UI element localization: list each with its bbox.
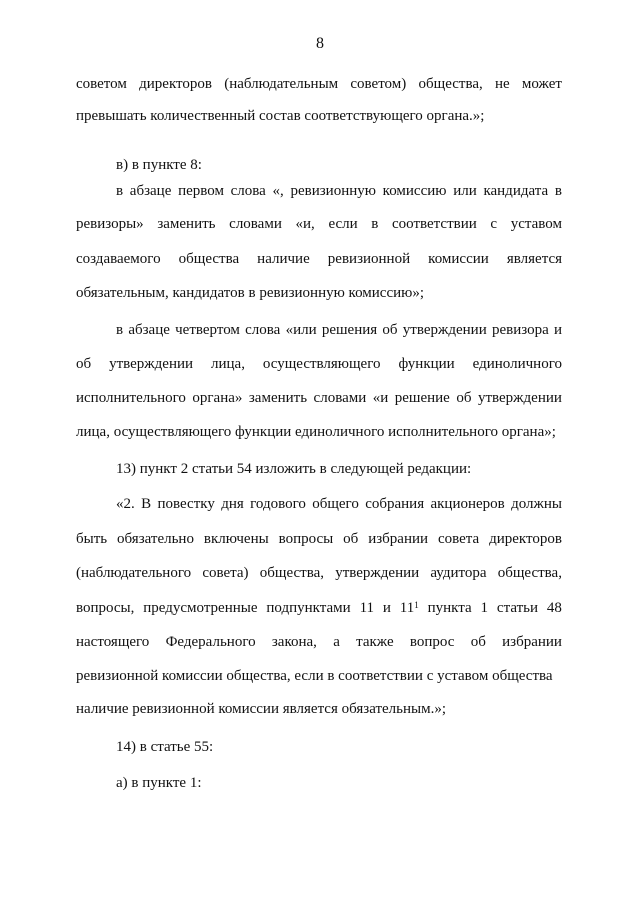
word: кандидата bbox=[483, 183, 549, 199]
word: абзаце bbox=[128, 322, 170, 338]
word: может bbox=[521, 76, 562, 92]
word: лица, bbox=[211, 356, 245, 372]
word: собрания bbox=[365, 496, 425, 512]
word: функции bbox=[398, 356, 455, 372]
word: избрании bbox=[502, 634, 562, 650]
word: годового bbox=[250, 496, 306, 512]
word: (наблюдательного bbox=[76, 565, 192, 581]
text-line bbox=[76, 529, 562, 549]
word: дня bbox=[221, 496, 244, 512]
word: создаваемого bbox=[76, 251, 161, 267]
word: в bbox=[554, 183, 562, 199]
word: в bbox=[116, 322, 124, 338]
word: комиссии bbox=[428, 251, 489, 267]
word: осуществляющего bbox=[262, 356, 381, 372]
word: утверждении bbox=[402, 322, 487, 338]
word: не bbox=[494, 76, 510, 92]
word: 48 bbox=[546, 600, 562, 616]
word: (наблюдательным bbox=[224, 76, 339, 92]
word: настоящего bbox=[76, 634, 150, 650]
text-line bbox=[76, 249, 562, 269]
word: «или bbox=[285, 322, 317, 338]
word: если bbox=[328, 216, 358, 232]
word: об bbox=[343, 531, 359, 547]
word: об bbox=[382, 322, 398, 338]
word: $11^1$ bbox=[399, 600, 419, 616]
word: комиссию bbox=[382, 183, 447, 199]
word: должны bbox=[511, 496, 562, 512]
text-line bbox=[76, 354, 562, 374]
word: в bbox=[371, 216, 379, 232]
word: утверждении bbox=[335, 565, 420, 581]
word: акционеров bbox=[430, 496, 505, 512]
word: уставом bbox=[510, 216, 562, 232]
word: директоров bbox=[489, 531, 562, 547]
superscript: 1 bbox=[414, 600, 419, 610]
word: избрании bbox=[368, 531, 429, 547]
word: в bbox=[116, 183, 124, 199]
word: статьи bbox=[496, 600, 539, 616]
word: также bbox=[356, 634, 394, 650]
text-line bbox=[76, 563, 562, 583]
word: словами bbox=[313, 390, 367, 406]
word: ревизионной bbox=[327, 251, 411, 267]
text-line bbox=[76, 632, 562, 652]
text-line: ревизионной комиссии общества, если в соответствии с уставом общества bbox=[76, 668, 553, 684]
word: совета) bbox=[202, 565, 249, 581]
word: директоров bbox=[139, 76, 212, 92]
word: «и, bbox=[295, 216, 315, 232]
word: словами bbox=[229, 216, 282, 232]
word: четвертом bbox=[175, 322, 240, 338]
word: вопрос bbox=[409, 634, 455, 650]
word: а bbox=[333, 634, 340, 650]
word: повестку bbox=[157, 496, 215, 512]
word: первом bbox=[178, 183, 224, 199]
word: заменить bbox=[248, 390, 308, 406]
word: Федерального bbox=[165, 634, 256, 650]
word: слова bbox=[230, 183, 266, 199]
text-line bbox=[76, 388, 562, 408]
text-line: обязательным, кандидатов в ревизионную комиссию»; bbox=[76, 285, 425, 301]
word: общества, bbox=[259, 565, 324, 581]
word: органа» bbox=[192, 390, 243, 406]
word: совета bbox=[437, 531, 480, 547]
word: «2. bbox=[116, 496, 135, 512]
word: общества, bbox=[418, 76, 483, 92]
text-line: 14) в статье 55: bbox=[116, 739, 214, 755]
word: ревизионную bbox=[290, 183, 376, 199]
word: подпунктами bbox=[266, 600, 351, 616]
word: «, bbox=[272, 183, 284, 199]
word: абзаце bbox=[129, 183, 172, 199]
word: предусмотренные bbox=[143, 600, 258, 616]
text-line: в) в пункте 8: bbox=[116, 157, 202, 173]
word: и bbox=[382, 600, 391, 616]
word: общества, bbox=[497, 565, 562, 581]
page-number: 8 bbox=[316, 35, 324, 52]
text-line: превышать количественный состав соответствующего органа.»; bbox=[76, 108, 485, 124]
word: общества bbox=[178, 251, 240, 267]
word: вопросы bbox=[278, 531, 334, 547]
word: аудитора bbox=[430, 565, 487, 581]
text-line bbox=[116, 181, 562, 201]
word: единоличного bbox=[472, 356, 562, 372]
word: утверждении bbox=[109, 356, 194, 372]
word: вопросы, bbox=[76, 600, 135, 616]
text-line: наличие ревизионной комиссии является обязательным.»; bbox=[76, 701, 447, 717]
word: 1 bbox=[480, 600, 489, 616]
word: заменить bbox=[157, 216, 216, 232]
word: «и bbox=[372, 390, 389, 406]
text-line bbox=[116, 320, 562, 340]
word: 11 bbox=[359, 600, 375, 616]
word: с bbox=[490, 216, 498, 232]
word: наличие bbox=[257, 251, 310, 267]
text-line: а) в пункте 1: bbox=[116, 775, 202, 791]
text-line bbox=[76, 598, 562, 618]
word: об bbox=[456, 390, 472, 406]
word: закона, bbox=[271, 634, 317, 650]
word: пункта bbox=[427, 600, 472, 616]
word: решение bbox=[394, 390, 450, 406]
word: и bbox=[553, 322, 562, 338]
word: В bbox=[141, 496, 152, 512]
word: об bbox=[76, 356, 92, 372]
word: решения bbox=[321, 322, 378, 338]
word: обязательно bbox=[117, 531, 194, 547]
word: исполнительного bbox=[76, 390, 186, 406]
word: об bbox=[470, 634, 486, 650]
word: советом bbox=[76, 76, 127, 92]
text-line bbox=[76, 214, 562, 234]
word: ревизора bbox=[491, 322, 549, 338]
word: утверждении bbox=[477, 390, 562, 406]
word: включены bbox=[203, 531, 269, 547]
word: советом) bbox=[350, 76, 407, 92]
text-line: 13) пункт 2 статьи 54 изложить в следующей редакции: bbox=[116, 461, 472, 477]
word: слова bbox=[245, 322, 281, 338]
text-line bbox=[76, 74, 562, 94]
text-line: лица, осуществляющего функции единоличного исполнительного органа»; bbox=[76, 424, 556, 440]
word: общего bbox=[312, 496, 359, 512]
word: или bbox=[453, 183, 477, 199]
word: соответствии bbox=[392, 216, 477, 232]
word: ревизоры» bbox=[76, 216, 144, 232]
word: является bbox=[506, 251, 562, 267]
word: быть bbox=[76, 531, 108, 547]
text-line bbox=[116, 494, 562, 514]
